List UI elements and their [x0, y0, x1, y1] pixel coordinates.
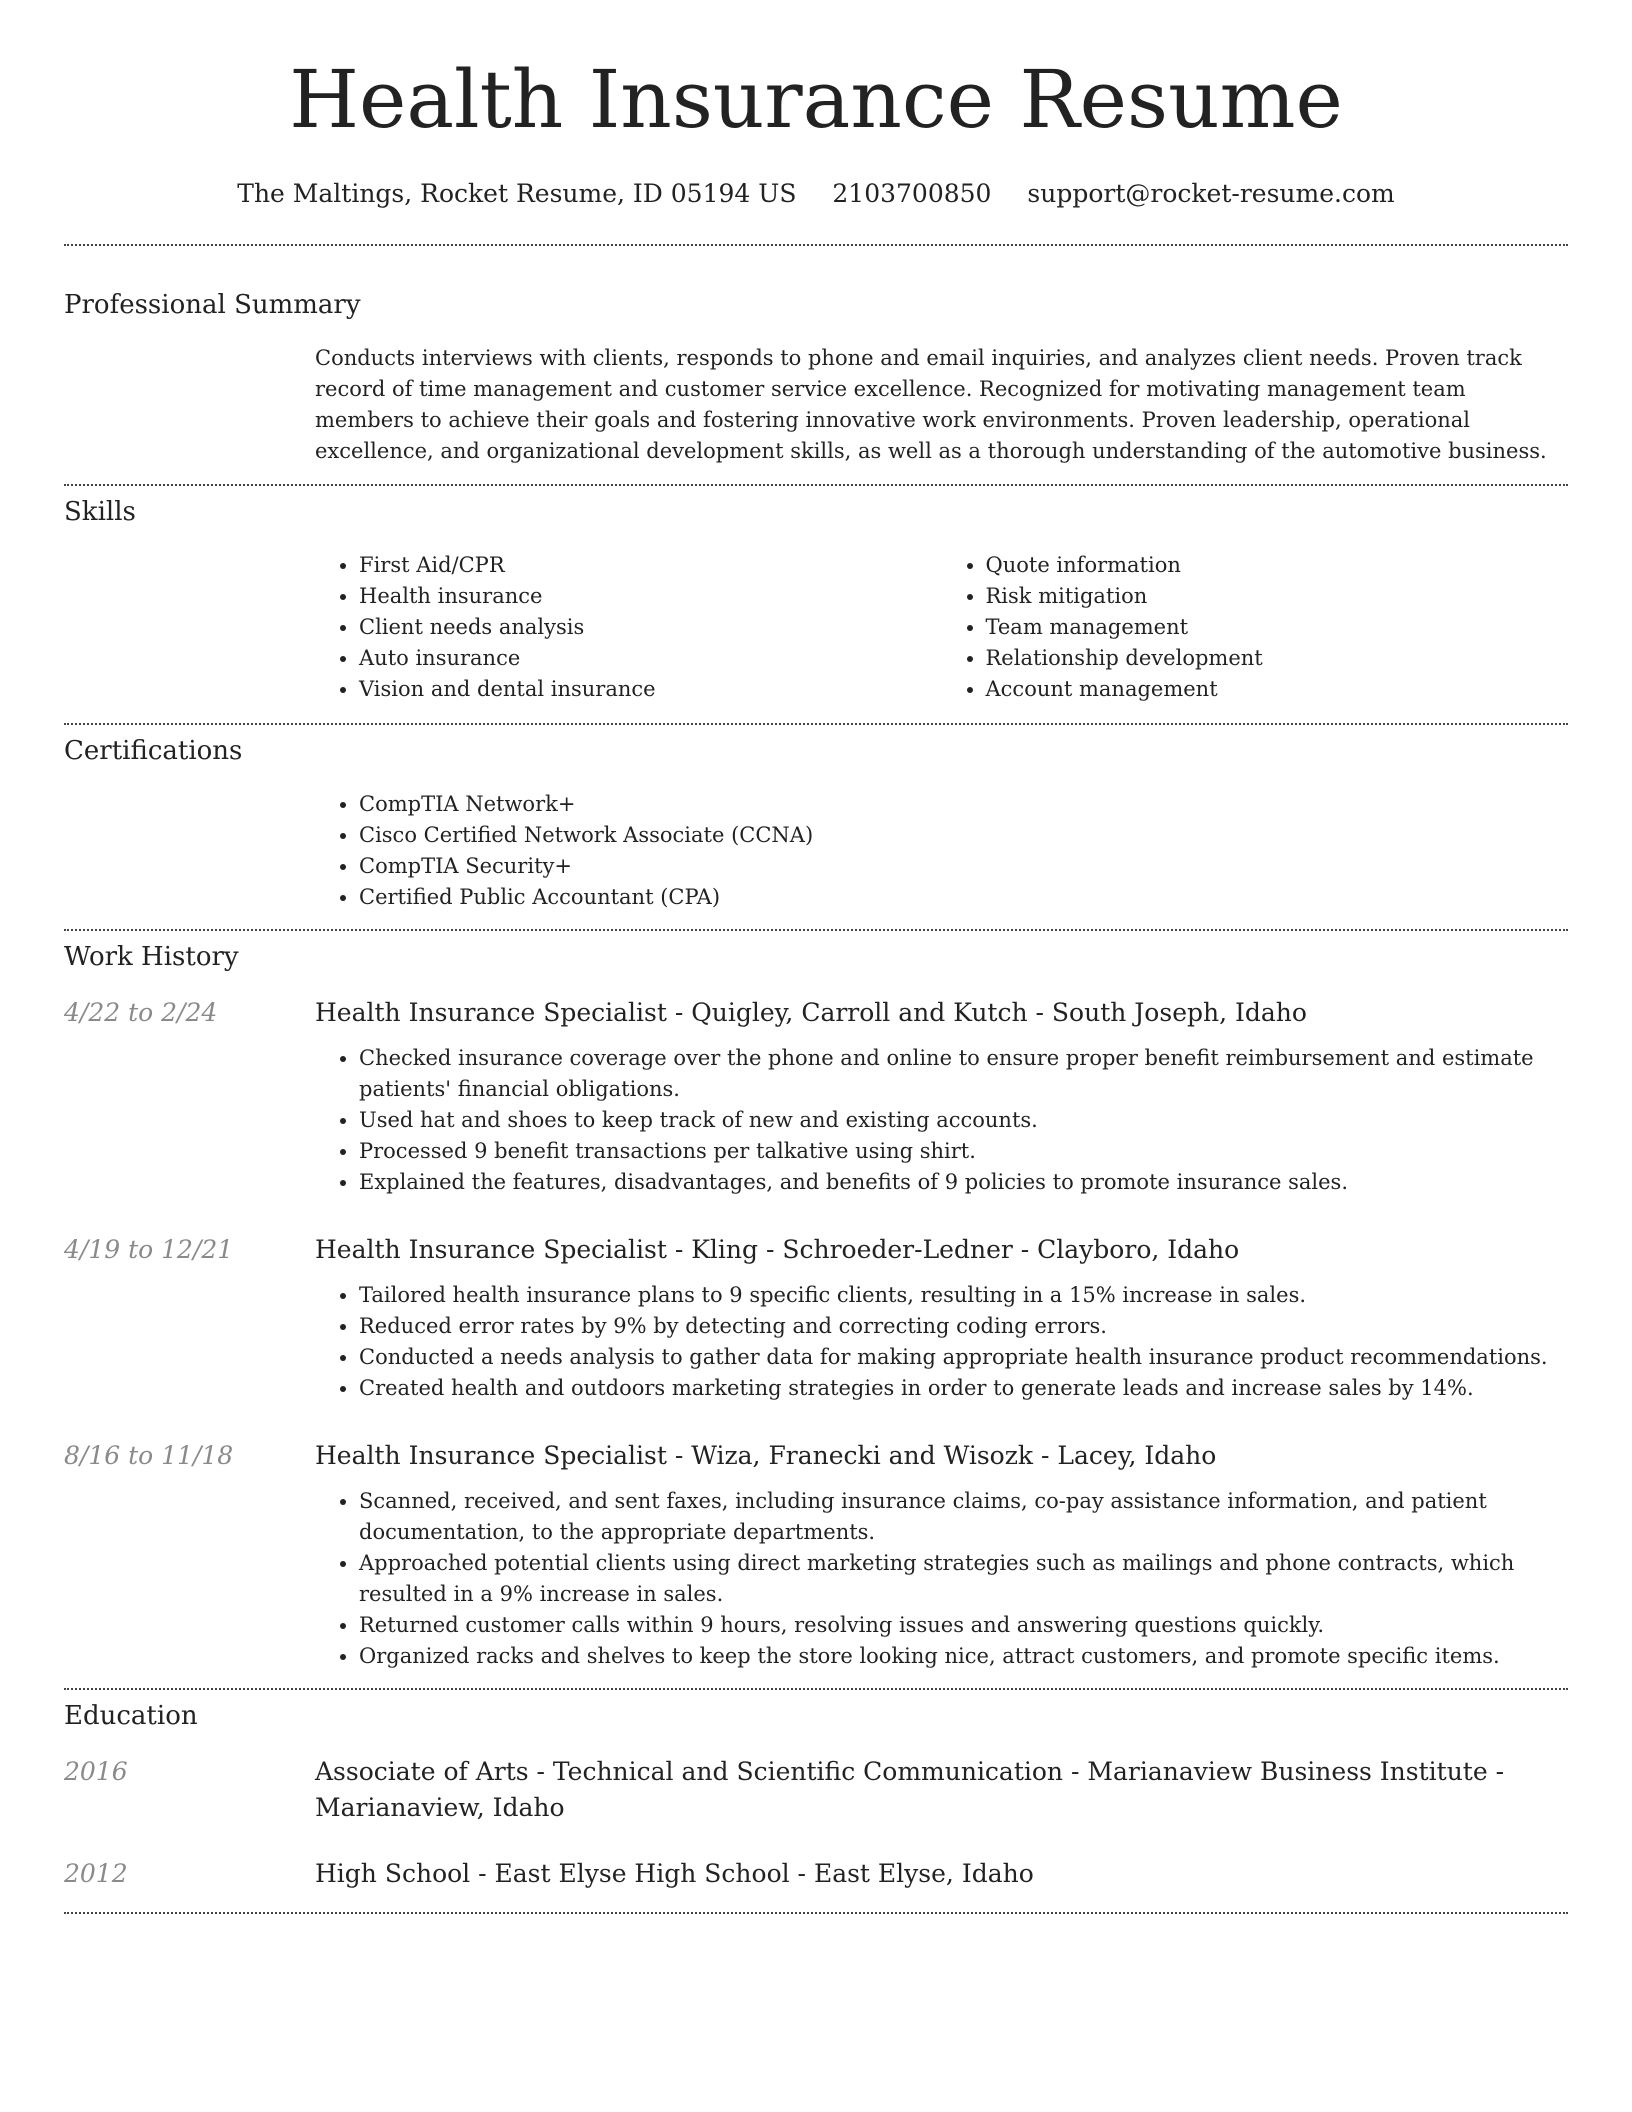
skills-heading: Skills	[64, 497, 136, 527]
skills-section	[64, 486, 1568, 723]
list-item: • First Aid/CPR	[359, 550, 942, 581]
job-entry	[64, 1438, 1568, 1672]
summary-heading: Professional Summary	[64, 290, 361, 320]
job-bullets	[315, 1043, 1568, 1198]
certifications-section	[64, 725, 1568, 929]
job-entry	[64, 1232, 1568, 1404]
list-item: • Scanned, received, and sent faxes, including insurance claims, co-pay assistance information, and patient documentation, to the appropriate departments.	[359, 1486, 1568, 1548]
certifications-heading: Certifications	[64, 736, 243, 766]
resume-page	[64, 0, 1568, 1914]
list-item: • Returned customer calls within 9 hours, resolving issues and answering questions quickly.	[359, 1610, 1568, 1641]
job-title: Health Insurance Specialist - Wiza, Franecki and Wisozk - Lacey, Idaho	[315, 1441, 1217, 1470]
list-item: • Vision and dental insurance	[359, 674, 942, 705]
contact-line	[64, 178, 1568, 210]
education-section	[64, 1690, 1568, 1912]
list-item: • Used hat and shoes to keep track of new and existing accounts.	[359, 1105, 1568, 1136]
job-title: Health Insurance Specialist - Kling - Schroeder-Ledner - Clayboro, Idaho	[315, 1235, 1240, 1264]
education-heading: Education	[64, 1701, 198, 1731]
list-item: • Created health and outdoors marketing strategies in order to generate leads and increase sales by 14%.	[359, 1373, 1568, 1404]
list-item: • Relationship development	[986, 643, 1569, 674]
list-item: • Quote information	[986, 550, 1569, 581]
job-bullets	[315, 1486, 1568, 1672]
list-item: • Processed 9 benefit transactions per talkative using shirt.	[359, 1136, 1568, 1167]
contact-address: The Maltings, Rocket Resume, ID 05194 US	[237, 179, 797, 208]
education-text: High School - East Elyse High School - East Elyse, Idaho	[315, 1859, 1034, 1888]
list-item: • Checked insurance coverage over the phone and online to ensure proper benefit reimbursement and estimate patients' financial obligations.	[359, 1043, 1568, 1105]
list-item: • CompTIA Security+	[359, 851, 1568, 882]
summary-section	[64, 246, 1568, 484]
list-item: • Conducted a needs analysis to gather data for making appropriate health insurance product recommendations.	[359, 1342, 1568, 1373]
job-dates: 4/22 to 2/24	[64, 998, 218, 1027]
list-item: • CompTIA Network+	[359, 789, 1568, 820]
skills-list-left	[315, 550, 942, 705]
work-history-section	[64, 931, 1568, 1688]
education-year: 2012	[64, 1859, 128, 1888]
contact-phone: 2103700850	[832, 179, 992, 208]
job-title: Health Insurance Specialist - Quigley, Carroll and Kutch - South Joseph, Idaho	[315, 998, 1307, 1027]
job-dates: 4/19 to 12/21	[64, 1235, 234, 1264]
education-text: Associate of Arts - Technical and Scientific Communication - Marianaview Business Institute - Marianaview, Idaho	[315, 1757, 1505, 1822]
resume-title: Health Insurance Resume	[289, 53, 1343, 146]
list-item: • Reduced error rates by 9% by detecting and correcting coding errors.	[359, 1311, 1568, 1342]
certifications-list	[315, 789, 1568, 913]
list-item: • Cisco Certified Network Associate (CCNA)	[359, 820, 1568, 851]
education-entry	[64, 1856, 1568, 1892]
job-bullets	[315, 1280, 1568, 1404]
list-item: • Approached potential clients using direct marketing strategies such as mailings and phone contracts, which resulted in a 9% increase in sales.	[359, 1548, 1568, 1610]
list-item: • Health insurance	[359, 581, 942, 612]
list-item: • Client needs analysis	[359, 612, 942, 643]
list-item: • Account management	[986, 674, 1569, 705]
list-item: • Auto insurance	[359, 643, 942, 674]
education-year: 2016	[64, 1757, 128, 1786]
list-item: • Risk mitigation	[986, 581, 1569, 612]
skills-list-right	[942, 550, 1569, 705]
job-entry	[64, 995, 1568, 1198]
work-history-heading: Work History	[64, 942, 239, 972]
education-entry	[64, 1754, 1568, 1826]
list-item: • Certified Public Accountant (CPA)	[359, 882, 1568, 913]
list-item: • Tailored health insurance plans to 9 specific clients, resulting in a 15% increase in sales.	[359, 1280, 1568, 1311]
divider	[64, 1912, 1568, 1914]
summary-text: Conducts interviews with clients, responds to phone and email inquiries, and analyzes client needs. Proven track record of time management and customer service excellence. Recognized for motivating management team members to achieve their goals and fostering innovative work environments. Proven leadership, operational excellence, and organizational development skills, as well as a thorough understanding of the automotive business.	[315, 346, 1547, 463]
list-item: • Organized racks and shelves to keep the store looking nice, attract customers, and promote specific items.	[359, 1641, 1568, 1672]
list-item: • Team management	[986, 612, 1569, 643]
list-item: • Explained the features, disadvantages, and benefits of 9 policies to promote insurance sales.	[359, 1167, 1568, 1198]
job-dates: 8/16 to 11/18	[64, 1441, 234, 1470]
contact-email: support@rocket-resume.com	[1027, 179, 1395, 208]
